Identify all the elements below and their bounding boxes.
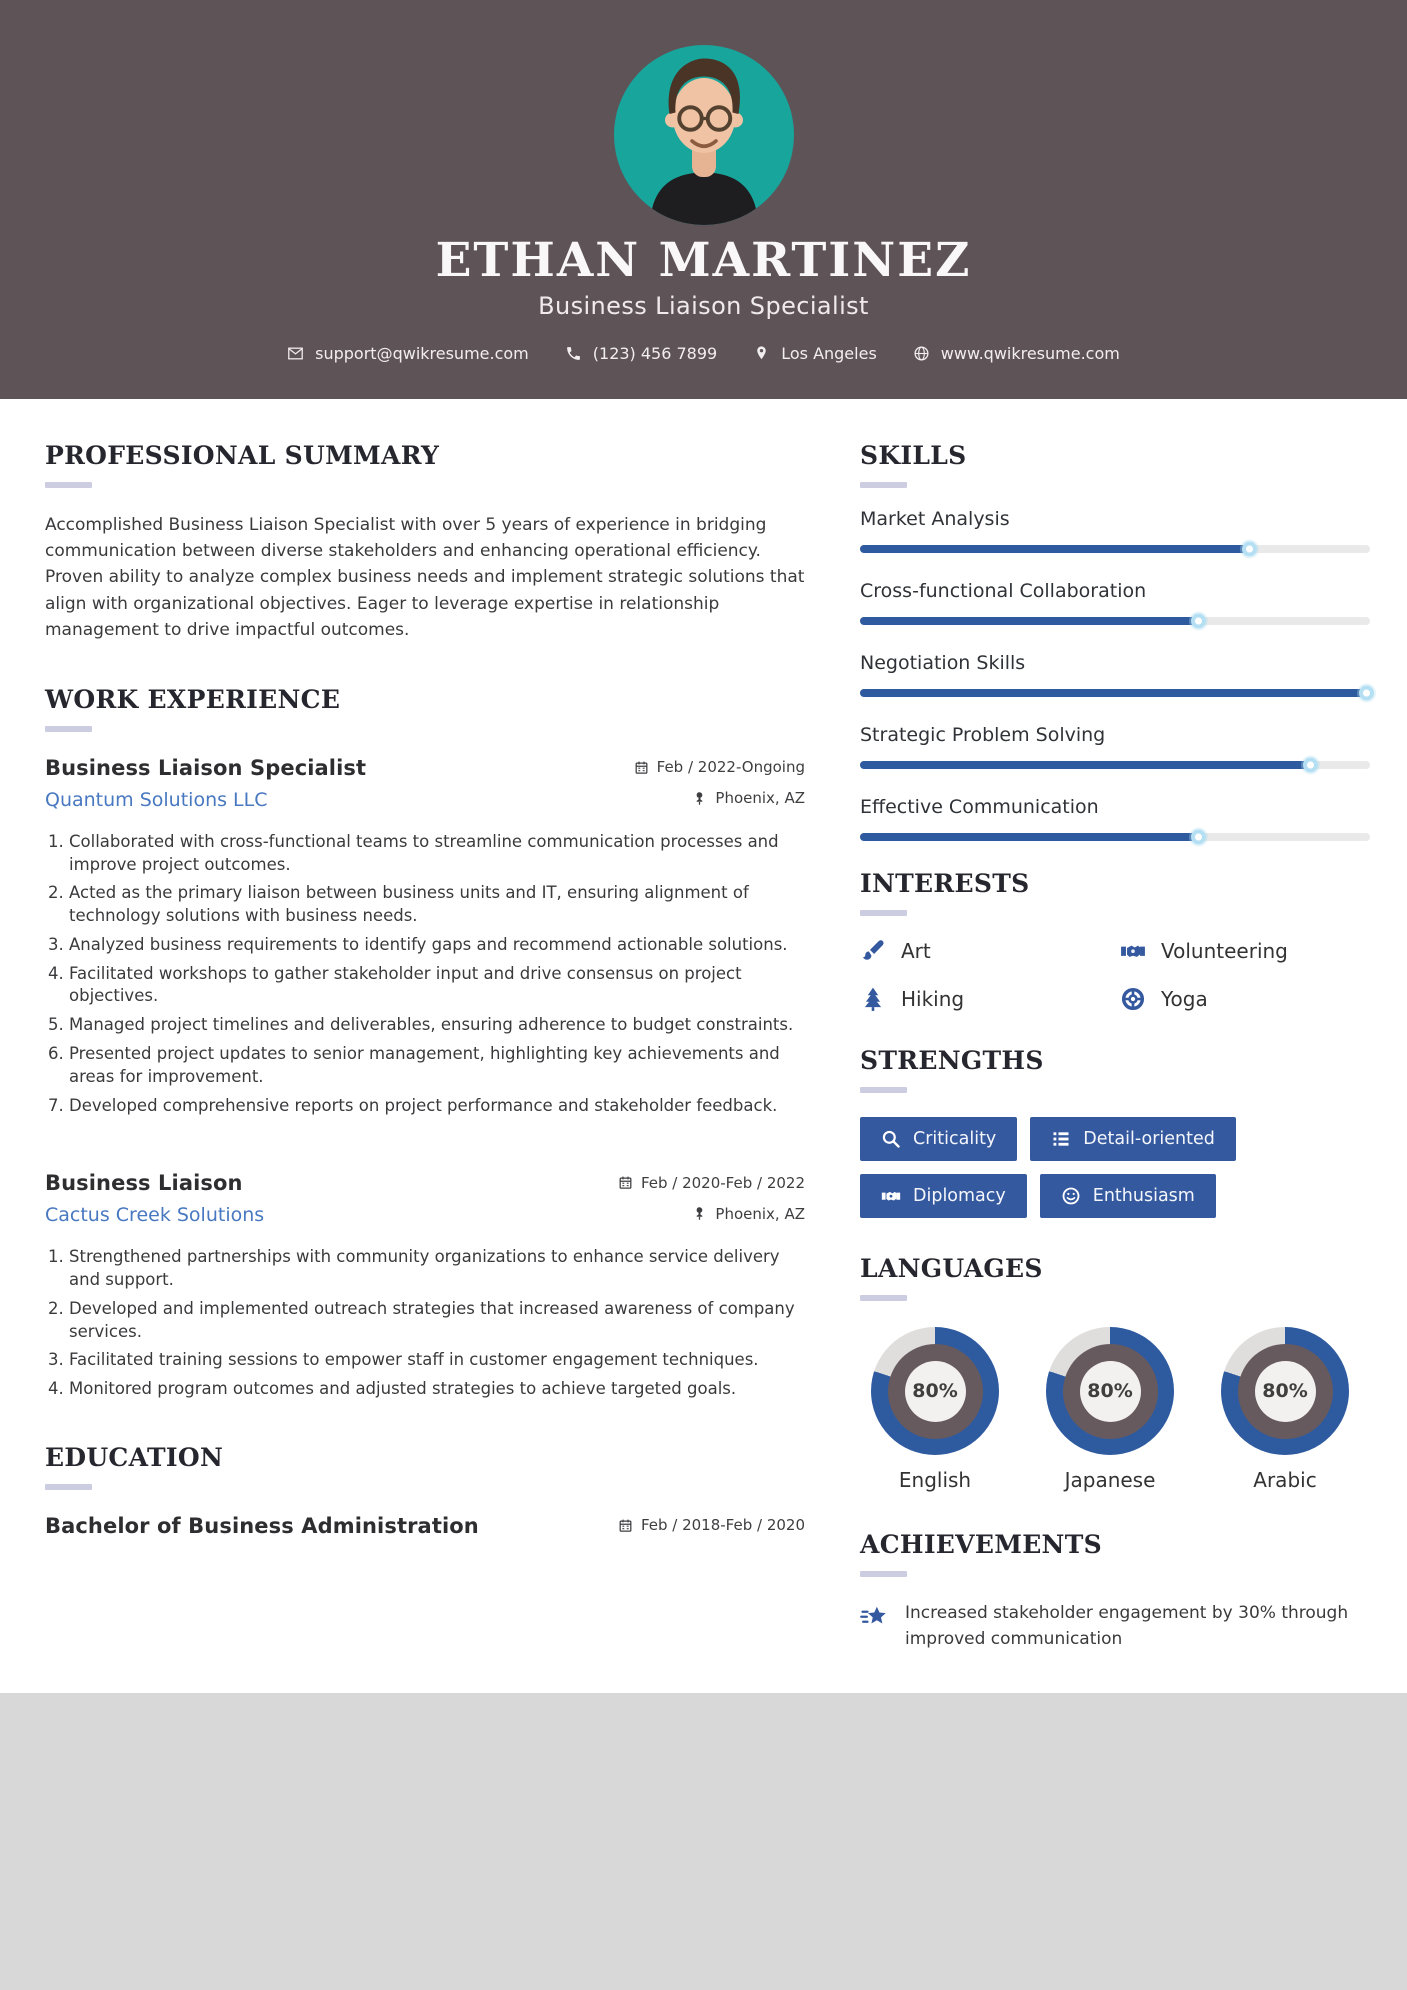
- skill-slider[interactable]: [860, 833, 1370, 841]
- job-bullet: 4. Monitored program outcomes and adjusted strategies to achieve targeted goals.: [69, 1378, 805, 1401]
- job-location: [692, 1205, 805, 1223]
- smiley-icon: [1061, 1186, 1081, 1206]
- slider-handle[interactable]: [1242, 542, 1257, 557]
- skill-item: [860, 508, 1370, 553]
- language-item: [1210, 1327, 1360, 1492]
- job-dates-text: Feb / 2020-Feb / 2022: [640, 1173, 805, 1192]
- skill-item: [860, 724, 1370, 769]
- strength-label: Diplomacy: [913, 1186, 1006, 1206]
- achievements-section: [860, 1530, 1370, 1652]
- heading-underline: [860, 1087, 907, 1093]
- job-bullet: 3. Analyzed business requirements to identify gaps and recommend actionable solutions.: [69, 934, 805, 957]
- paintbrush-icon: [860, 938, 886, 964]
- job-location-text: Phoenix, AZ: [715, 789, 805, 808]
- job-entry: [45, 756, 805, 1117]
- job-bullet: 3. Facilitated training sessions to empower staff in customer engagement techniques.: [69, 1349, 805, 1372]
- experience-heading: WORK EXPERIENCE: [45, 684, 341, 714]
- education-section: [45, 1443, 805, 1538]
- heading-underline: [860, 482, 907, 488]
- contact-website-text: www.qwikresume.com: [940, 344, 1120, 364]
- job-bullet: 2. Acted as the primary liaison between business units and IT, ensuring alignment of technology solutions with business needs.: [69, 882, 805, 928]
- contact-bar: [287, 344, 1120, 363]
- interest-item: [860, 986, 1110, 1012]
- education-dates-text: Feb / 2018-Feb / 2020: [640, 1516, 805, 1535]
- skill-label: Negotiation Skills: [860, 652, 1026, 674]
- language-donut-chart: [1046, 1327, 1174, 1455]
- left-column: [45, 441, 805, 1694]
- skills-section: [860, 441, 1370, 841]
- slider-handle[interactable]: [1191, 830, 1206, 845]
- content: [0, 399, 1407, 1694]
- job-bullet: 1. Collaborated with cross-functional teams to streamline communication processes and improve project outcomes.: [69, 831, 805, 877]
- calendar-icon: [618, 1518, 633, 1533]
- languages-section: [860, 1254, 1370, 1492]
- heading-underline: [45, 482, 92, 488]
- strength-badge-criticality[interactable]: [860, 1117, 1017, 1161]
- language-percent: 80%: [905, 1361, 966, 1422]
- language-donut-chart: [1221, 1327, 1349, 1455]
- interest-item: [860, 938, 1110, 964]
- job-bullet: 4. Facilitated workshops to gather stakeholder input and drive consensus on project objectives.: [69, 963, 805, 1009]
- candidate-title: Business Liaison Specialist: [538, 292, 869, 321]
- skill-slider[interactable]: [860, 689, 1370, 697]
- skill-item: [860, 796, 1370, 841]
- interest-item: [1120, 938, 1370, 964]
- interest-label: Volunteering: [1161, 939, 1288, 963]
- candidate-name: ETHAN MARTINEZ: [435, 233, 972, 288]
- achievement-text: Increased stakeholder engagement by 30% through improved communication: [905, 1603, 1349, 1649]
- contact-website[interactable]: [913, 344, 1120, 363]
- envelope-icon: [287, 345, 304, 362]
- language-name: Arabic: [1253, 1468, 1317, 1492]
- skill-item: [860, 652, 1370, 697]
- donut-inner-ring: [1238, 1344, 1333, 1439]
- handshake-icon: [1120, 938, 1146, 964]
- strengths-heading: STRENGTHS: [860, 1046, 1044, 1075]
- skill-slider[interactable]: [860, 617, 1370, 625]
- person-illustration: [614, 45, 794, 225]
- education-dates: [618, 1516, 805, 1534]
- language-percent: 80%: [1080, 1361, 1141, 1422]
- slider-handle[interactable]: [1359, 686, 1374, 701]
- achievement-item: [860, 1601, 1370, 1652]
- pushpin-icon: [692, 791, 707, 806]
- interest-label: Hiking: [901, 987, 965, 1011]
- slider-fill: [860, 689, 1370, 697]
- donut-inner-ring: [1063, 1344, 1158, 1439]
- pine-tree-icon: [860, 986, 886, 1012]
- contact-email-text: support@qwikresume.com: [315, 344, 529, 364]
- job-dates: [618, 1174, 805, 1192]
- heading-underline: [860, 1571, 907, 1577]
- job-bullet: 1. Strengthened partnerships with community organizations to enhance service delivery and support.: [69, 1246, 805, 1292]
- magnifier-icon: [881, 1129, 901, 1149]
- pushpin-icon: [692, 1206, 707, 1221]
- interest-label: Yoga: [1161, 987, 1208, 1011]
- strength-badge-diplomacy[interactable]: [860, 1174, 1027, 1218]
- donut-inner-ring: [888, 1344, 983, 1439]
- skill-label: Market Analysis: [860, 508, 1010, 530]
- job-bullet: 2. Developed and implemented outreach strategies that increased awareness of company services.: [69, 1298, 805, 1344]
- job-bullet: 7. Developed comprehensive reports on project performance and stakeholder feedback.: [69, 1095, 805, 1118]
- strength-label: Enthusiasm: [1092, 1186, 1195, 1206]
- slider-handle[interactable]: [1191, 614, 1206, 629]
- contact-location-text: Los Angeles: [781, 344, 877, 364]
- globe-icon: [913, 345, 930, 362]
- job-bullet-list: [45, 1246, 805, 1401]
- contact-phone-text: (123) 456 7899: [592, 344, 718, 364]
- language-name: Japanese: [1064, 1468, 1156, 1492]
- skill-label: Strategic Problem Solving: [860, 724, 1106, 746]
- slider-fill: [860, 617, 1202, 625]
- language-donut-chart: [871, 1327, 999, 1455]
- phone-icon: [565, 345, 582, 362]
- skill-slider[interactable]: [860, 545, 1370, 553]
- job-bullet-list: [45, 831, 805, 1117]
- handshake-icon: [881, 1186, 901, 1206]
- job-title: Business Liaison Specialist: [45, 755, 367, 780]
- skill-label: Cross-functional Collaboration: [860, 580, 1147, 602]
- strength-badge-detail-oriented[interactable]: [1030, 1117, 1236, 1161]
- strength-label: Criticality: [913, 1129, 997, 1149]
- slider-handle[interactable]: [1303, 758, 1318, 773]
- job-dates-text: Feb / 2022-Ongoing: [656, 758, 805, 777]
- strength-badge-enthusiasm[interactable]: [1040, 1174, 1216, 1218]
- summary-text: Accomplished Business Liaison Specialist with over 5 years of experience in bridging communication between diverse stakeholders and enhancing operational efficiency. Proven ability to analyze complex business needs and implement strategic solutions that align with organizational objectives. Eager to leverage expertise in relationship management to drive impactful outcomes.: [45, 515, 805, 640]
- job-bullet: 6. Presented project updates to senior management, highlighting key achievements and areas for improvement.: [69, 1043, 805, 1089]
- interest-item: [1120, 986, 1370, 1012]
- summary-section: [45, 441, 805, 643]
- right-column: [860, 441, 1370, 1694]
- summary-heading: PROFESSIONAL SUMMARY: [45, 441, 440, 470]
- education-heading: EDUCATION: [45, 1442, 224, 1472]
- shooting-star-icon: [860, 1603, 890, 1633]
- slider-fill: [860, 833, 1202, 841]
- skills-heading: SKILLS: [860, 441, 967, 470]
- job-title: Business Liaison: [45, 1171, 243, 1196]
- job-location: [692, 789, 805, 807]
- language-name: English: [898, 1468, 972, 1492]
- heading-underline: [45, 1484, 92, 1490]
- skill-slider[interactable]: [860, 761, 1370, 769]
- job-dates: [634, 758, 805, 776]
- heading-underline: [860, 910, 907, 916]
- job-entry: [45, 1171, 805, 1401]
- profile-photo: [614, 45, 794, 225]
- strengths-section: [860, 1046, 1370, 1218]
- language-item: [860, 1327, 1010, 1492]
- slider-fill: [860, 761, 1314, 769]
- list-icon: [1051, 1129, 1071, 1149]
- heading-underline: [45, 726, 92, 732]
- skill-label: Effective Communication: [860, 796, 1099, 818]
- contact-email[interactable]: [287, 344, 529, 363]
- job-bullet: 5. Managed project timelines and deliverables, ensuring adherence to budget constraints.: [69, 1014, 805, 1037]
- skill-item: [860, 580, 1370, 625]
- calendar-icon: [618, 1175, 633, 1190]
- achievements-heading: ACHIEVEMENTS: [860, 1530, 1102, 1559]
- job-location-text: Phoenix, AZ: [715, 1204, 805, 1223]
- header: [0, 0, 1407, 399]
- contact-location: [753, 344, 877, 363]
- languages-heading: LANGUAGES: [860, 1254, 1043, 1283]
- heading-underline: [860, 1295, 907, 1301]
- experience-section: [45, 685, 805, 1401]
- interests-section: [860, 869, 1370, 1012]
- strength-label: Detail-oriented: [1083, 1129, 1215, 1149]
- wheel-icon: [1120, 986, 1146, 1012]
- interests-heading: INTERESTS: [860, 869, 1030, 898]
- company-link[interactable]: Quantum Solutions LLC: [45, 788, 268, 811]
- language-percent: 80%: [1255, 1361, 1316, 1422]
- calendar-icon: [634, 760, 649, 775]
- company-link[interactable]: Cactus Creek Solutions: [45, 1204, 265, 1227]
- contact-phone[interactable]: [565, 344, 717, 363]
- interest-label: Art: [901, 939, 931, 963]
- page-cutoff-area: [0, 1693, 1407, 1990]
- language-item: [1035, 1327, 1185, 1492]
- slider-fill: [860, 545, 1253, 553]
- degree-title: Bachelor of Business Administration: [45, 1513, 479, 1538]
- map-pin-icon: [753, 345, 770, 362]
